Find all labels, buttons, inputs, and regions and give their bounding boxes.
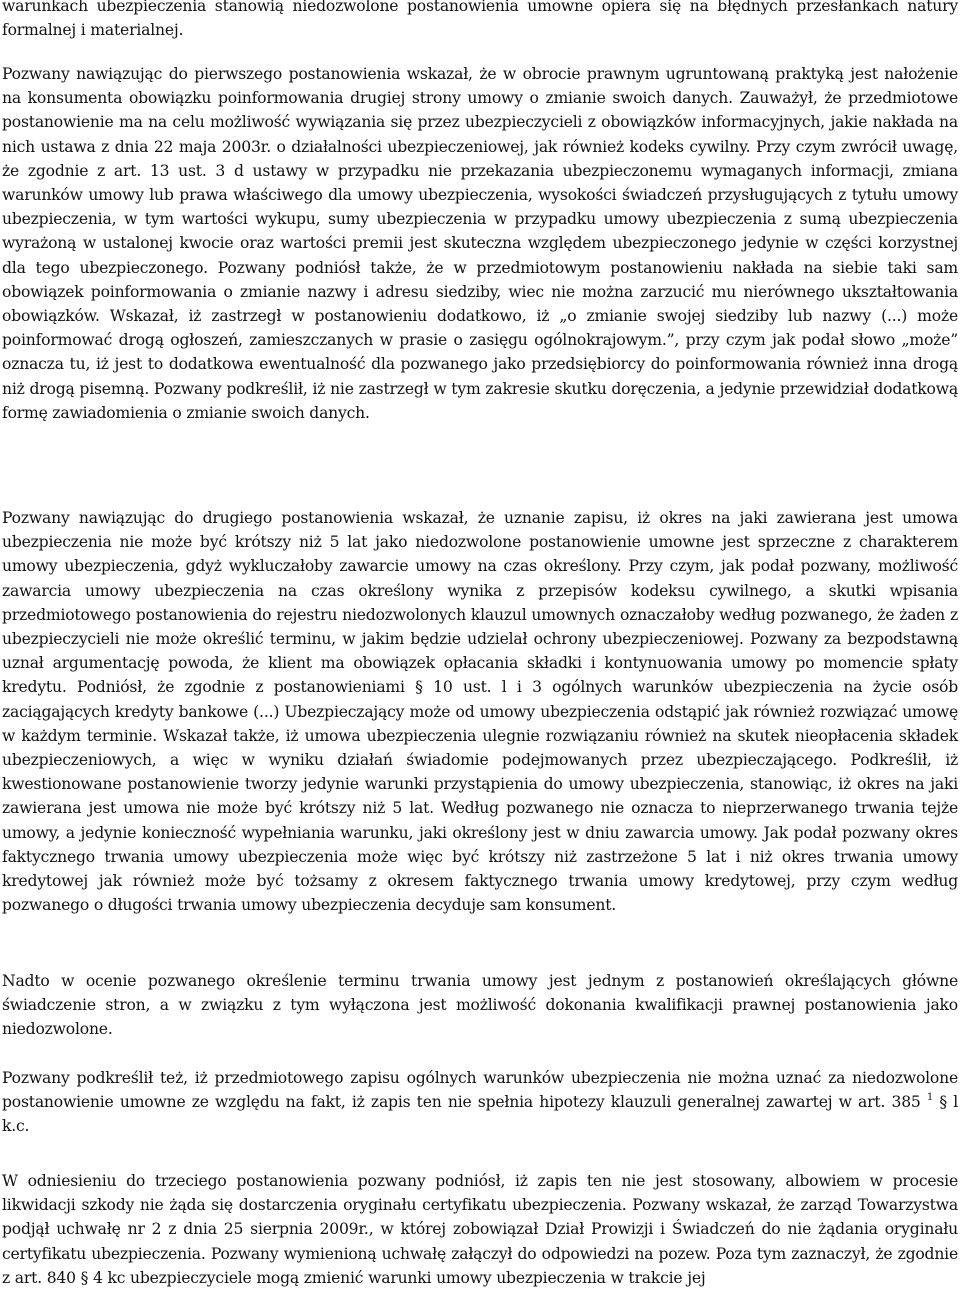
paragraph-first-provision: Pozwany nawiązując do pierwszego postanowienia wskazał, że w obrocie prawnym ugruntowaną praktyką jest nałożenie na konsumenta obowiązku poinformowania drugiej strony umowy o zmianie swoich danych. Zauważył, że przedmiotowe postanowienie ma na celu możliwość wywiązania się przez ubezpieczycieli z obowiązków informacyjnych, jakie nakłada na nich ustawa z dnia 22 maja 2003r. o działalności ubezpieczeniowej, jak również kodeks cywilny. Przy czym zwrócił uwagę, że zgodnie z art. 13 ust. 3 d ustawy w przypadku nie przekazania ubezpieczonemu wymaganych informacji, zmiana warunków umowy lub prawa właściwego dla umowy ubezpieczenia, wysokości świadczeń przysługujących z tytułu umowy ubezpieczenia, w tym wartości wykupu, sumy ubezpieczenia w przypadku umowy ubezpieczenia z sumą ubezpieczenia wyrażoną w ustalonej kwocie oraz wartości premii jest skuteczna względem ubezpieczonego jedynie w części korzystnej dla tego ubezpieczonego. Pozwany podniósł także, że w przedmiotowym postanowieniu nakłada na siebie taki sam obowiązek poinformowania o zmianie nazwy i adresu siedziby, wiec nie można zarzucić mu nierównego ukształtowania obowiązków. Wskazał, iż zastrzegł w postanowieniu dodatkowo, iż „o zmianie swojej siedziby lub nazwy (...) może poinformować drogą ogłoszeń, zamieszczanych w prasie o zasięgu ogólnokrajowym.”, przy czym jak podał słowo „może” oznacza tu, iż jest to dodatkowa ewentualność dla pozwanego jako przedsiębiorcy do poinformowania również inna drogą niż drogą pisemną. Pozwany podkreślił, iż nie zastrzegł w tym zakresie skutku doręczenia, a jedynie przewidział dodatkową formę zawiadomienia o zmianie swoich danych.: [2, 65, 958, 422]
paragraph-general-clause-end: § l k.c.: [2, 1093, 958, 1136]
paragraph-continuation: warunkach ubezpieczenia stanowią niedozwolone postanowienia umowne opiera się na błędnych przesłankach natury formalnej i materialnej.: [2, 0, 958, 40]
article-superscript: 1: [926, 1092, 934, 1104]
paragraph-main-performance: Nadto w ocenie pozwanego określenie terminu trwania umowy jest jednym z postanowień określających główne świadczenie stron, a w związku z tym wyłączona jest możliwość dokonania kwalifikacji prawnej postanowienia jako niedozwolone.: [2, 972, 958, 1039]
paragraph-general-clause-text: Pozwany podkreślił też, iż przedmiotowego zapisu ogólnych warunków ubezpieczenia nie można uznać za niedozwolone postanowienie umowne ze względu na fakt, iż zapis ten nie spełnia hipotezy klauzuli generalnej zawartej w art. 385: [2, 1069, 958, 1112]
paragraph-general-clause: [2, 1066, 958, 1139]
paragraph-third-provision: W odniesieniu do trzeciego postanowienia pozwany podniósł, iż zapis ten nie jest stosowany, albowiem w procesie likwidacji szkody nie żąda się dostarczenia oryginału certyfikatu ubezpieczenia. Pozwany wskazał, że zarząd Towarzystwa podjął uchwałę nr 2 z dnia 25 sierpnia 2009r., w której zobowiązał Dział Prowizji i Świadczeń do nie żądania oryginału certyfikatu ubezpieczenia. Pozwany wymienioną uchwałę załączył do odpowiedzi na pozew. Poza tym zaznaczył, że zgodnie z art. 840 § 4 kc ubezpieczyciele mogą zmienić warunki umowy ubezpieczenia w trakcie jej: [2, 1172, 958, 1287]
paragraph-second-provision: Pozwany nawiązując do drugiego postanowienia wskazał, że uznanie zapisu, iż okres na jaki zawierana jest umowa ubezpieczenia nie może być krótszy niż 5 lat jako niedozwolone postanowienie umowne jest sprzeczne z charakterem umowy ubezpieczenia, gdyż wykluczałoby zawarcie umowy na czas określony. Przy czym, jak podał pozwany, możliwość zawarcia umowy ubezpieczenia na czas określony wynika z przepisów kodeksu cywilnego, a skutki wpisania przedmiotowego postanowienia do rejestru niedozwolonych klauzul umownych oznaczałoby według pozwanego, że żaden z ubezpieczycieli nie może określić terminu, w jakim będzie udzielał ochrony ubezpieczeniowej. Pozwany za bezpodstawną uznał argumentację powoda, że klient ma obowiązek opłacania składki i kontynuowania umowy po momencie spłaty kredytu. Podniósł, że zgodnie z postanowieniami § 10 ust. l i 3 ogólnych warunków ubezpieczenia na życie osób zaciągających kredyty bankowe (...) Ubezpieczający może od umowy ubezpieczenia odstąpić jak również rozwiązać umowę w każdym terminie. Wskazał także, iż umowa ubezpieczenia ulegnie rozwiązaniu również na skutek nieopłacenia składek ubezpieczeniowych, a więc w wyniku działań świadomie podejmowanych przez ubezpieczającego. Podkreślił, iż kwestionowane postanowienie tworzy jedynie warunki przystąpienia do umowy ubezpieczenia, stanowiąc, iż okres na jaki zawierana jest umowa nie może być krótszy niż 5 lat. Według pozwanego nie oznacza to nieprzerwanego trwania tejże umowy, a jedynie konieczność wypełniania warunku, jaki określony jest w dniu zawarcia umowy. Jak podał pozwany okres faktycznego trwania umowy ubezpieczenia może więc być krótszy niż zastrzeżone 5 lat i niż okres trwania umowy kredytowej jak również może być tożsamy z okresem faktycznego trwania umowy kredytowej, przy czym według pozwanego o długości trwania umowy ubezpieczenia decyduje sam konsument.: [2, 509, 958, 915]
